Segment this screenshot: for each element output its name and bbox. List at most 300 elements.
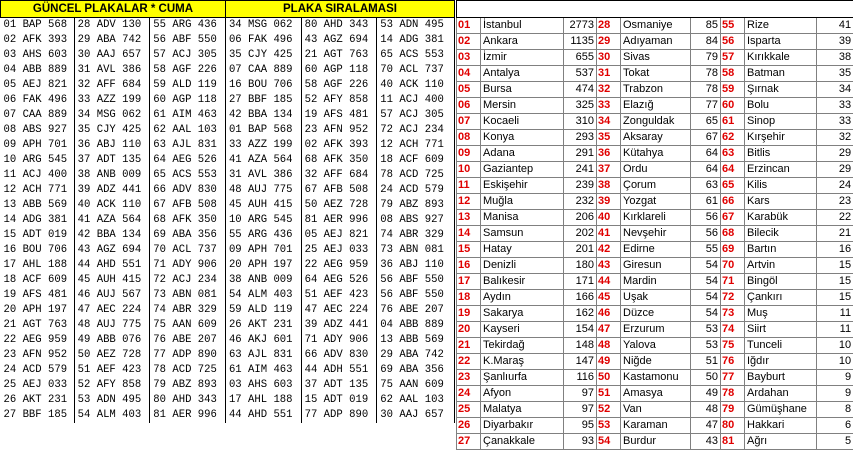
- plate-cell: 18 ACF 609: [1, 273, 75, 288]
- city-name: Manisa: [481, 210, 564, 226]
- rank-number: 75: [721, 338, 745, 354]
- ranking-row: [457, 306, 853, 322]
- plate-cell: 37 ADT 135: [74, 153, 150, 168]
- plate-cell: 36 ABJ 110: [74, 138, 150, 153]
- city-name: Uşak: [621, 290, 691, 306]
- plate-cell: 42 BBA 134: [74, 228, 150, 243]
- ranking-row: [457, 338, 853, 354]
- plate-cell: 33 AZZ 199: [74, 93, 150, 108]
- city-name: Sivas: [621, 50, 691, 66]
- plate-count: 79: [691, 50, 721, 66]
- plate-count: 35: [817, 66, 853, 82]
- plate-row: [1, 258, 455, 273]
- rank-number: 29: [597, 34, 621, 50]
- plate-row: [1, 48, 455, 63]
- city-name: Kütahya: [621, 146, 691, 162]
- plate-cell: 67 AFB 508: [150, 198, 226, 213]
- plate-cell: 29 ABA 742: [74, 33, 150, 48]
- plate-count: 41: [817, 18, 853, 34]
- rank-number: 43: [597, 258, 621, 274]
- plate-count: 206: [564, 210, 597, 226]
- rank-number: 06: [457, 98, 481, 114]
- ranking-row: [457, 258, 853, 274]
- plate-cell: 73 ABN 081: [150, 288, 226, 303]
- plate-cell: 16 BOU 706: [1, 243, 75, 258]
- plate-cell: 04 ABB 889: [1, 63, 75, 78]
- city-name: Ankara: [481, 34, 564, 50]
- plate-row: [1, 78, 455, 93]
- rank-number: 64: [721, 162, 745, 178]
- rank-number: 05: [457, 82, 481, 98]
- city-name: Çankırı: [745, 290, 817, 306]
- city-name: Balıkesir: [481, 274, 564, 290]
- plate-cell: 46 AKJ 601: [225, 333, 301, 348]
- plate-cell: 22 AEG 959: [301, 258, 377, 273]
- plate-row: [1, 108, 455, 123]
- plate-count: 10: [817, 338, 853, 354]
- plate-cell: 73 ABN 081: [377, 243, 455, 258]
- ranking-row: [457, 290, 853, 306]
- plate-cell: 23 AFN 952: [301, 123, 377, 138]
- plate-cell: 12 ACH 771: [1, 183, 75, 198]
- plate-cell: 25 AEJ 033: [1, 378, 75, 393]
- city-name: Elazığ: [621, 98, 691, 114]
- plate-row: [1, 303, 455, 318]
- rank-number: 34: [597, 114, 621, 130]
- plate-row: [1, 93, 455, 108]
- plate-cell: 80 AHD 343: [301, 18, 377, 34]
- plate-row: [1, 168, 455, 183]
- plate-count: 11: [817, 306, 853, 322]
- rank-number: 35: [597, 130, 621, 146]
- city-name: Burdur: [621, 434, 691, 450]
- plate-count: 64: [691, 162, 721, 178]
- plate-count: 33: [817, 114, 853, 130]
- ranking-row: [457, 322, 853, 338]
- plate-cell: 28 ADV 130: [74, 18, 150, 34]
- plate-cell: 27 BBF 185: [1, 408, 75, 423]
- plate-cell: 39 ADZ 441: [74, 183, 150, 198]
- plate-cell: 01 BAP 568: [1, 18, 75, 34]
- city-name: Batman: [745, 66, 817, 82]
- plate-cell: 07 CAA 889: [225, 63, 301, 78]
- plate-cell: 05 AEJ 821: [301, 228, 377, 243]
- plate-cell: 45 AUH 415: [74, 273, 150, 288]
- plate-count: 54: [691, 258, 721, 274]
- city-name: Tekirdağ: [481, 338, 564, 354]
- city-name: Çanakkale: [481, 434, 564, 450]
- plate-cell: 25 AEJ 033: [301, 243, 377, 258]
- plate-count: 54: [691, 306, 721, 322]
- plate-cell: 10 ARG 545: [225, 213, 301, 228]
- rank-number: 57: [721, 50, 745, 66]
- city-name: Aydın: [481, 290, 564, 306]
- rank-number: 19: [457, 306, 481, 322]
- plate-count: 47: [691, 418, 721, 434]
- plate-cell: 35 CJY 425: [225, 48, 301, 63]
- plate-cell: 81 AER 996: [150, 408, 226, 423]
- plate-count: 23: [817, 194, 853, 210]
- plate-cell: 81 AER 996: [301, 213, 377, 228]
- plate-count: 56: [691, 210, 721, 226]
- plate-cell: 64 AEG 526: [150, 153, 226, 168]
- rank-number: 22: [457, 354, 481, 370]
- city-name: Artvin: [745, 258, 817, 274]
- city-name: Gümüşhane: [745, 402, 817, 418]
- ranking-row: [457, 18, 853, 34]
- plate-cell: 55 ARG 436: [225, 228, 301, 243]
- rank-number: 72: [721, 290, 745, 306]
- plate-count: 65: [691, 114, 721, 130]
- plate-cell: 40 ACK 110: [377, 78, 455, 93]
- plate-row: [1, 363, 455, 378]
- plate-cell: 17 AHL 188: [225, 393, 301, 408]
- plate-row: [1, 63, 455, 78]
- plate-count: 9: [817, 370, 853, 386]
- rank-number: 59: [721, 82, 745, 98]
- rank-number: 61: [721, 114, 745, 130]
- rank-number: 15: [457, 242, 481, 258]
- ranking-row: [457, 274, 853, 290]
- rank-number: 71: [721, 274, 745, 290]
- rank-number: 36: [597, 146, 621, 162]
- plate-count: 15: [817, 258, 853, 274]
- city-name: Şırnak: [745, 82, 817, 98]
- plate-cell: 30 AAJ 657: [377, 408, 455, 423]
- rank-number: 30: [597, 50, 621, 66]
- plate-count: 9: [817, 386, 853, 402]
- plate-cell: 60 AGP 118: [150, 93, 226, 108]
- ranking-header-blank: [457, 1, 853, 18]
- plate-cell: 26 AKT 231: [1, 393, 75, 408]
- plate-count: 78: [691, 66, 721, 82]
- city-name: Isparta: [745, 34, 817, 50]
- plate-count: 48: [691, 402, 721, 418]
- plate-cell: 08 ABS 927: [377, 213, 455, 228]
- current-plates-header: GÜNCEL PLAKALAR * CUMA: [1, 1, 226, 18]
- city-name: İstanbul: [481, 18, 564, 34]
- plate-cell: 34 MSG 062: [74, 108, 150, 123]
- plate-cell: 41 AZA 564: [225, 153, 301, 168]
- plate-cell: 36 ABJ 110: [377, 258, 455, 273]
- plate-count: 5: [817, 434, 853, 450]
- plate-cell: 52 AFY 858: [301, 93, 377, 108]
- city-name: Antalya: [481, 66, 564, 82]
- rank-number: 40: [597, 210, 621, 226]
- rank-number: 41: [597, 226, 621, 242]
- city-name: Giresun: [621, 258, 691, 274]
- plate-cell: 69 ABA 356: [377, 363, 455, 378]
- plate-cell: 53 ADN 495: [74, 393, 150, 408]
- city-name: Kars: [745, 194, 817, 210]
- plate-cell: 61 AIM 463: [150, 108, 226, 123]
- plate-cell: 79 ABZ 893: [377, 198, 455, 213]
- plate-cell: 71 ADY 906: [150, 258, 226, 273]
- rank-number: 81: [721, 434, 745, 450]
- plate-count: 21: [817, 226, 853, 242]
- plate-cell: 47 AEC 224: [74, 303, 150, 318]
- plate-cell: 70 ACL 737: [377, 63, 455, 78]
- plate-cell: 15 ADT 019: [1, 228, 75, 243]
- rank-number: 62: [721, 130, 745, 146]
- plate-row: [1, 408, 455, 423]
- ranking-row: [457, 82, 853, 98]
- plate-cell: 42 BBA 134: [225, 108, 301, 123]
- city-name: Muğla: [481, 194, 564, 210]
- plate-cell: 14 ADG 381: [1, 213, 75, 228]
- plate-cell: 63 AJL 831: [150, 138, 226, 153]
- plate-cell: 66 ADV 830: [150, 183, 226, 198]
- rank-number: 23: [457, 370, 481, 386]
- plate-cell: 74 ABR 329: [150, 303, 226, 318]
- plate-count: 53: [691, 322, 721, 338]
- plate-count: 239: [564, 178, 597, 194]
- plate-cell: 09 APH 701: [1, 138, 75, 153]
- city-name: K.Maraş: [481, 354, 564, 370]
- plate-count: 63: [691, 178, 721, 194]
- city-name: Şanlıurfa: [481, 370, 564, 386]
- city-name: Mardin: [621, 274, 691, 290]
- rank-number: 18: [457, 290, 481, 306]
- plate-cell: 15 ADT 019: [301, 393, 377, 408]
- rank-number: 26: [457, 418, 481, 434]
- plate-cell: 01 BAP 568: [225, 123, 301, 138]
- plate-cell: 45 AUH 415: [225, 198, 301, 213]
- city-name: Sakarya: [481, 306, 564, 322]
- rank-number: 20: [457, 322, 481, 338]
- plate-count: 11: [817, 322, 853, 338]
- plate-cell: 77 ADP 890: [301, 408, 377, 423]
- plate-row: [1, 153, 455, 168]
- plate-count: 51: [691, 354, 721, 370]
- plate-cell: 57 ACJ 305: [377, 108, 455, 123]
- city-name: Düzce: [621, 306, 691, 322]
- plate-count: 53: [691, 338, 721, 354]
- plate-cell: 20 APH 197: [225, 258, 301, 273]
- city-name: Trabzon: [621, 82, 691, 98]
- plate-cell: 54 ALM 403: [225, 288, 301, 303]
- ranking-row: [457, 434, 853, 450]
- plate-row: [1, 213, 455, 228]
- ranking-row: [457, 178, 853, 194]
- plate-count: 293: [564, 130, 597, 146]
- plate-cell: 19 AFS 481: [1, 288, 75, 303]
- plate-row: [1, 393, 455, 408]
- city-name: Osmaniye: [621, 18, 691, 34]
- plate-cell: 67 AFB 508: [301, 183, 377, 198]
- plate-count: 29: [817, 146, 853, 162]
- plate-cell: 34 MSG 062: [225, 18, 301, 34]
- plate-cell: 23 AFN 952: [1, 348, 75, 363]
- plate-count: 474: [564, 82, 597, 98]
- city-name: Zonguldak: [621, 114, 691, 130]
- city-name: Eskişehir: [481, 178, 564, 194]
- rank-number: 80: [721, 418, 745, 434]
- plate-cell: 72 ACJ 234: [150, 273, 226, 288]
- rank-number: 65: [721, 178, 745, 194]
- plate-ranking-header: PLAKA SIRALAMASI: [225, 1, 454, 18]
- plate-cell: 39 ADZ 441: [301, 318, 377, 333]
- plate-count: 171: [564, 274, 597, 290]
- plate-cell: 14 ADG 381: [377, 33, 455, 48]
- plate-cell: 08 ABS 927: [1, 123, 75, 138]
- ranking-row: [457, 66, 853, 82]
- plate-cell: 31 AVL 386: [225, 168, 301, 183]
- ranking-row: [457, 354, 853, 370]
- rank-number: 11: [457, 178, 481, 194]
- plate-count: 154: [564, 322, 597, 338]
- rank-number: 73: [721, 306, 745, 322]
- plate-cell: 56 ABF 550: [150, 33, 226, 48]
- plate-cell: 44 AHD 551: [74, 258, 150, 273]
- plate-count: 56: [691, 226, 721, 242]
- plate-count: 15: [817, 290, 853, 306]
- plate-count: 148: [564, 338, 597, 354]
- city-name: Amasya: [621, 386, 691, 402]
- plate-count: 49: [691, 386, 721, 402]
- plate-count: 54: [691, 290, 721, 306]
- plate-cell: 75 AAN 609: [377, 378, 455, 393]
- city-name: Kilis: [745, 178, 817, 194]
- plate-count: 1135: [564, 34, 597, 50]
- plate-row: [1, 288, 455, 303]
- plate-cell: 65 ACS 553: [150, 168, 226, 183]
- plate-row: [1, 123, 455, 138]
- rank-number: 58: [721, 66, 745, 82]
- plate-cell: 53 ADN 495: [377, 18, 455, 34]
- plate-count: 655: [564, 50, 597, 66]
- plate-cell: 04 ABB 889: [377, 318, 455, 333]
- plate-row: [1, 243, 455, 258]
- rank-number: 54: [597, 434, 621, 450]
- rank-number: 10: [457, 162, 481, 178]
- city-name: Niğde: [621, 354, 691, 370]
- plate-cell: 03 AHS 603: [1, 48, 75, 63]
- city-name: Samsun: [481, 226, 564, 242]
- plate-cell: 11 ACJ 400: [377, 93, 455, 108]
- plate-count: 33: [817, 98, 853, 114]
- plate-cell: 72 ACJ 234: [377, 123, 455, 138]
- plate-row: [1, 273, 455, 288]
- rank-number: 45: [597, 290, 621, 306]
- rank-number: 08: [457, 130, 481, 146]
- plate-row: [1, 318, 455, 333]
- rank-number: 68: [721, 226, 745, 242]
- plate-cell: 43 AGZ 694: [301, 33, 377, 48]
- plate-count: 537: [564, 66, 597, 82]
- rank-number: 16: [457, 258, 481, 274]
- city-name: Gaziantep: [481, 162, 564, 178]
- rank-number: 76: [721, 354, 745, 370]
- rank-number: 55: [721, 18, 745, 34]
- ranking-row: [457, 34, 853, 50]
- plate-cell: 29 ABA 742: [377, 348, 455, 363]
- rank-number: 56: [721, 34, 745, 50]
- plate-cell: 38 ANB 009: [74, 168, 150, 183]
- rank-number: 25: [457, 402, 481, 418]
- rank-number: 69: [721, 242, 745, 258]
- plate-count: 8: [817, 402, 853, 418]
- plate-row: [1, 348, 455, 363]
- plate-cell: 21 AGT 763: [1, 318, 75, 333]
- ranking-row: [457, 50, 853, 66]
- city-name: Bitlis: [745, 146, 817, 162]
- plate-cell: 06 FAK 496: [225, 33, 301, 48]
- plate-row: [1, 18, 455, 34]
- rank-number: 66: [721, 194, 745, 210]
- city-name: Bursa: [481, 82, 564, 98]
- city-name: Kırklareli: [621, 210, 691, 226]
- ranking-row: [457, 210, 853, 226]
- plate-cell: 16 BOU 706: [225, 78, 301, 93]
- plate-cell: 20 APH 197: [1, 303, 75, 318]
- plate-row: [1, 378, 455, 393]
- rank-number: 60: [721, 98, 745, 114]
- city-ranking-panel: [456, 0, 853, 450]
- plate-cell: 06 FAK 496: [1, 93, 75, 108]
- plate-cell: 48 AUJ 775: [74, 318, 150, 333]
- rank-number: 37: [597, 162, 621, 178]
- plate-cell: 61 AIM 463: [225, 363, 301, 378]
- ranking-header-row: [457, 1, 853, 18]
- city-name: Konya: [481, 130, 564, 146]
- city-name: İzmir: [481, 50, 564, 66]
- plate-cell: 64 AEG 526: [301, 273, 377, 288]
- plate-count: 84: [691, 34, 721, 50]
- city-name: Bilecik: [745, 226, 817, 242]
- rank-number: 14: [457, 226, 481, 242]
- rank-number: 24: [457, 386, 481, 402]
- plate-cell: 50 AEZ 728: [301, 198, 377, 213]
- plate-cell: 09 APH 701: [225, 243, 301, 258]
- plate-cell: 59 ALD 119: [225, 303, 301, 318]
- plate-cell: 80 AHD 343: [150, 393, 226, 408]
- plate-cell: 55 ARG 436: [150, 18, 226, 34]
- city-name: Ağrı: [745, 434, 817, 450]
- rank-number: 28: [597, 18, 621, 34]
- city-name: Ardahan: [745, 386, 817, 402]
- plate-cell: 22 AEG 959: [1, 333, 75, 348]
- plate-cell: 03 AHS 603: [225, 378, 301, 393]
- plate-cell: 12 ACH 771: [377, 138, 455, 153]
- rank-number: 02: [457, 34, 481, 50]
- plate-cell: 54 ALM 403: [74, 408, 150, 423]
- city-name: Bingöl: [745, 274, 817, 290]
- plate-cell: 24 ACD 579: [1, 363, 75, 378]
- city-name: Kocaeli: [481, 114, 564, 130]
- plate-cell: 68 AFK 350: [301, 153, 377, 168]
- ranking-row: [457, 146, 853, 162]
- plate-count: 77: [691, 98, 721, 114]
- city-name: Sinop: [745, 114, 817, 130]
- plate-count: 29: [817, 162, 853, 178]
- plate-count: 6: [817, 418, 853, 434]
- rank-number: 09: [457, 146, 481, 162]
- plate-cell: 78 ACD 725: [377, 168, 455, 183]
- plate-count: 147: [564, 354, 597, 370]
- plate-count: 2773: [564, 18, 597, 34]
- rank-number: 21: [457, 338, 481, 354]
- plate-count: 34: [817, 82, 853, 98]
- ranking-row: [457, 402, 853, 418]
- plate-cell: 78 ACD 725: [150, 363, 226, 378]
- plate-count: 38: [817, 50, 853, 66]
- plate-cell: 70 ACL 737: [150, 243, 226, 258]
- plate-count: 166: [564, 290, 597, 306]
- rank-number: 13: [457, 210, 481, 226]
- rank-number: 12: [457, 194, 481, 210]
- city-name: Siirt: [745, 322, 817, 338]
